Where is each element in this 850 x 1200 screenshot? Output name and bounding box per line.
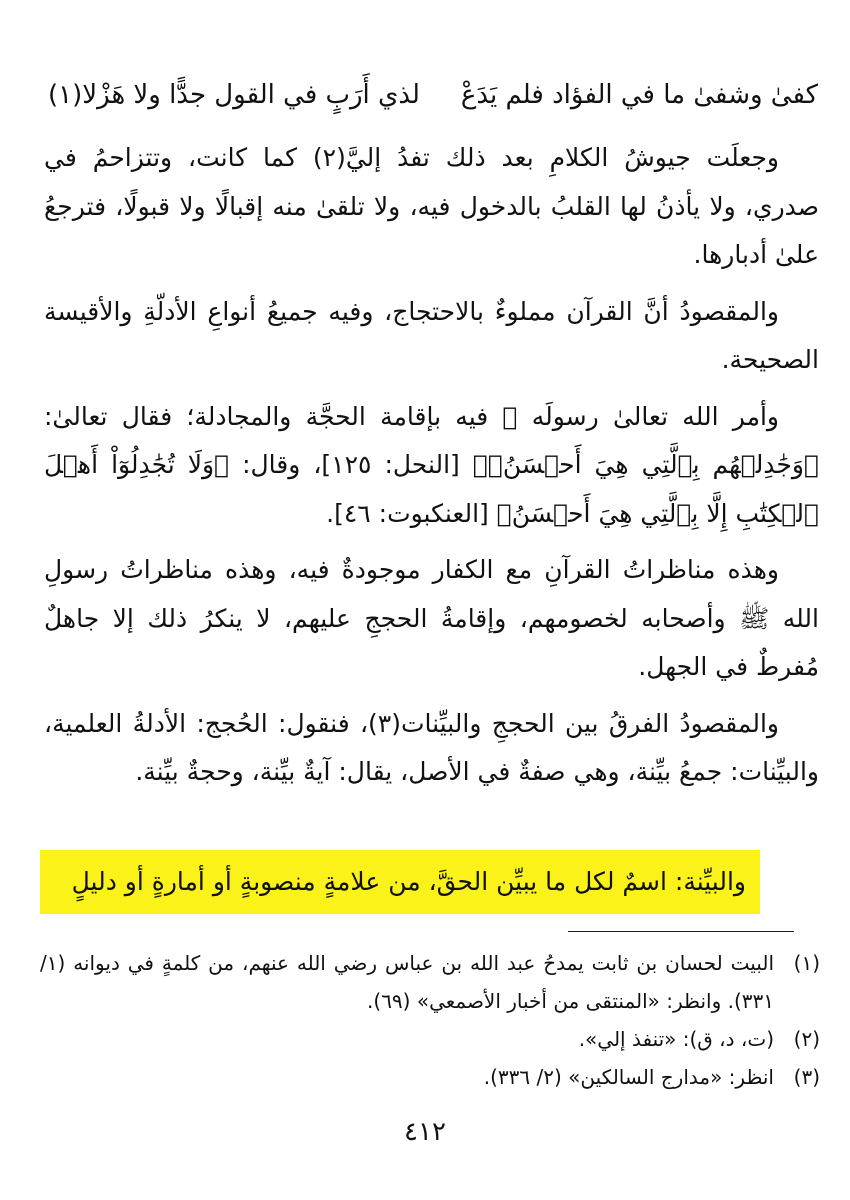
paragraph-2: والمقصودُ أنَّ القرآن مملوءٌ بالاحتجاج، وفيه جميعُ أنواعِ الأدلّةِ والأقيسة الصحيحة. [44,296,819,374]
paragraph-3-intro: وأمر الله تعالىٰ رسولَه ﷺ فيه بإقامة الحجَّة والمجادلة؛ فقال تعالىٰ: [44,401,779,431]
footnote-item [40,944,820,1020]
footnote-number: (٣) [793,1065,820,1089]
footnote-number: (٢) [793,1027,820,1051]
footnote-text: (ت، د، ق): «تنفذ إلي». [578,1027,774,1051]
footnote-divider [568,931,794,932]
paragraph-4: وهذه مناظراتُ القرآنِ مع الكفار موجودةٌ فيه، وهذه مناظراتُ رسولِ الله ﷺ وأصحابه لخصومهم، وإقامةُ الحججِ عليهم، لا ينكرُ ذلك إلا جاهلٌ مُفرطٌ في الجهل. [44,555,819,681]
paragraph-3 [44,393,819,539]
verse-reference-1: [النحل: ١٢٥] [321,450,460,479]
paragraph-3-mid: ، وقال: [242,450,322,479]
poetry-verse [48,72,818,118]
verse-reference-2: [العنكبوت: ٤٦]. [326,498,489,528]
footnote-number: (١) [793,951,820,975]
paragraph-1: وجعلَت جيوشُ الكلامِ بعد ذلك تفدُ إليَّ(٢) كما كانت، وتتزاحمُ في صدري، ولا يأذنُ لها القلبُ بالدخول فيه، ولا تلقىٰ منه إقبالًا ولا قبولًا، فترجعُ علىٰ أدبارها. [44,143,819,269]
quran-verse-2: ﴿وَلَا تُجَٰدِلُوٓاْ أَهۡلَ ٱلۡكِتَٰبِ إِلَّا بِٱلَّتِي هِيَ أَحۡسَنُ﴾ [44,450,819,528]
quran-verse-1: ﴿وَجَٰدِلۡهُم بِٱلَّتِي هِيَ أَحۡسَنُۚ﴾ [472,450,819,479]
footnote-text: البيت لحسان بن ثابت يمدحُ عبد الله بن عباس رضي الله عنهم، من كلمةٍ في ديوانه (١/ ٣٣١). وانظر: «المنتقى من أخبار الأصمعي» (٦٩). [40,951,774,1013]
footnote-item [40,1020,820,1058]
highlighted-sentence: والبيِّنة: اسمٌ لكل ما يبيِّن الحقَّ، من علامةٍ منصوبةٍ أو أمارةٍ أو دليلٍ [71,867,746,896]
paragraph-5: والمقصودُ الفرقُ بين الحججِ والبيِّنات(٣)، فنقول: الحُجج: الأدلةُ العلمية، والبيِّنات: جمعُ بيِّنة، وهي صفةٌ في الأصل، يقال: آيةٌ بيِّنة، وحجةٌ بيِّنة. [44,708,819,786]
verse-left-hemistich: لذي أَرَبٍ في القول جدًّا ولا هَزْلا(١) [48,80,420,110]
footnotes [40,944,820,1096]
verse-right-hemistich: كفىٰ وشفىٰ ما في الفؤاد فلم يَدَعْ [460,80,818,110]
footnote-text: انظر: «مدارج السالكين» (٢/ ٣٣٦). [483,1065,774,1089]
footnote-item [40,1058,820,1096]
page-number: ٤١٢ [404,1117,446,1147]
main-text [44,134,819,805]
